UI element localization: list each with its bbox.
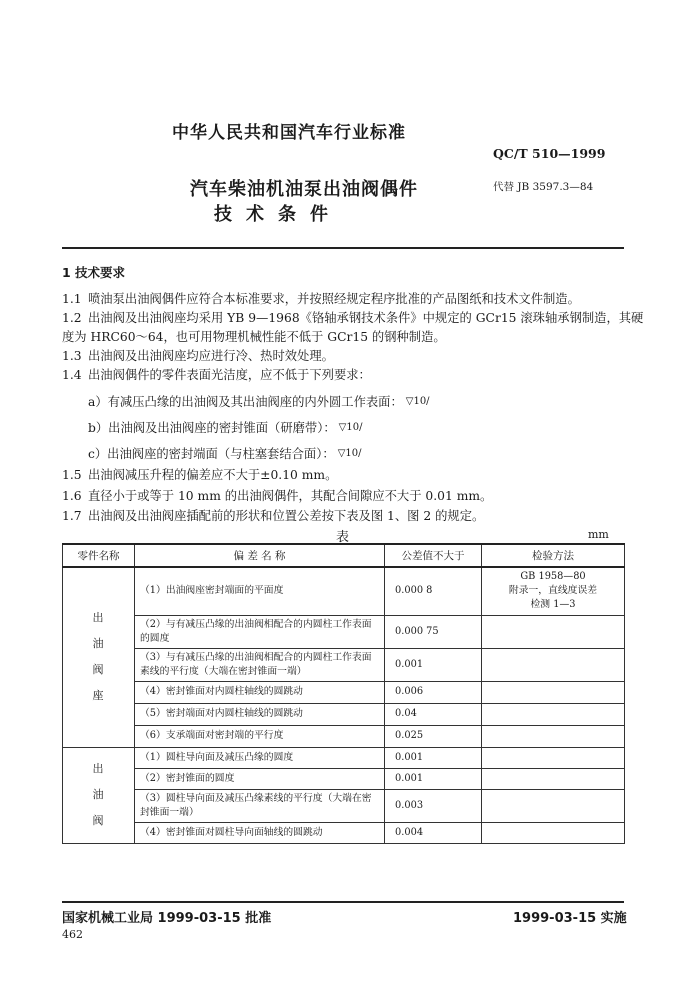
paragraph-text: 出油阀及出油阀座均采用 YB 9—1968《铬轴承钢技术条件》中规定的 GCr15 滚珠轴承钢制造，其硬 [88,311,644,325]
method-cell [482,747,625,768]
paragraph [62,347,334,366]
tolerance-table [62,543,625,844]
table-row [63,789,625,822]
standard-code: QC/T 510—1999 [493,146,606,161]
paragraph-number: 1.3 [62,349,82,363]
deviation-cell: （4）密封锥面对圆柱导向面轴线的圆跳动 [135,822,385,843]
deviation-cell: （5）密封端面对内圆柱轴线的圆跳动 [135,703,385,725]
paragraph-text: 出油阀及出油阀座均应进行冷、热时效处理。 [88,349,334,363]
paragraph [62,366,371,385]
group-label-valve-seat: 出 油 阀 座 [63,567,135,747]
method-cell [482,681,625,703]
tolerance-cell: 0.004 [385,822,482,843]
table-row [63,725,625,747]
table-row [63,648,625,681]
deviation-cell: （6）支承端面对密封端的平行度 [135,725,385,747]
paragraph-text: 直径小于或等于 10 mm 的出油阀偶件，其配合间隙应不大于 0.01 mm。 [88,489,493,503]
paragraph-text: 喷油泵出油阀偶件应符合本标准要求，并按照经规定程序批准的产品图纸和技术文件制造。 [88,292,580,306]
deviation-cell: （1）出油阀座密封端面的平面度 [135,567,385,615]
header-deviation-name: 偏 差 名 称 [135,544,385,567]
header-part-name: 零件名称 [63,544,135,567]
roughness-symbol-icon: ▽10/ [337,448,362,459]
roughness-symbol-icon: ▽10/ [338,422,363,433]
paragraph-number: 1.2 [62,311,82,325]
table-header-row [63,544,625,567]
roughness-symbol-icon: ▽10/ [405,396,430,407]
table-row [63,768,625,789]
deviation-cell: （1）圆柱导向面及减压凸缘的圆度 [135,747,385,768]
table-row [63,703,625,725]
header-inspection-method: 检验方法 [482,544,625,567]
paragraph-number: 1.4 [62,368,82,382]
method-cell [482,648,625,681]
method-cell [482,768,625,789]
table-row [63,567,625,615]
paragraph-text: 出油阀减压升程的偏差应不大于±0.10 mm。 [88,468,338,482]
standard-org-title: 中华人民共和国汽车行业标准 [172,123,406,143]
header-tolerance: 公差值不大于 [385,544,482,567]
replaces-note: 代替 JB 3597.3—84 [493,181,594,193]
tolerance-cell: 0.001 [385,747,482,768]
paragraph [62,466,337,485]
deviation-cell: （2）与有减压凸缘的出油阀相配合的内圆柱工作表面的圆度 [135,615,385,648]
list-item [88,392,430,412]
deviation-cell: （3）圆柱导向面及减压凸缘素线的平行度（大端在密封锥面一端） [135,789,385,822]
paragraph-number: 1.5 [62,468,82,482]
header-rule [62,247,624,249]
paragraph [62,309,643,328]
table-row [63,681,625,703]
paragraph-text: 出油阀及出油阀座插配前的形状和位置公差按下表及图 1、图 2 的规定。 [88,509,485,523]
page-number: 462 [62,928,83,941]
deviation-cell: （3）与有减压凸缘的出油阀相配合的内圆柱工作表面素线的平行度（大端在密封锥面一端） [135,648,385,681]
table-unit: mm [588,528,609,541]
list-item [88,418,362,438]
group-label-valve: 出 油 阀 [63,747,135,843]
footer-rule [62,901,624,903]
method-cell [482,703,625,725]
section-heading: 1 技术要求 [62,265,126,280]
tolerance-cell: 0.001 [385,648,482,681]
method-cell [482,615,625,648]
approval-line: 国家机械工业局 1999-03-15 批准 [62,911,272,926]
paragraph-text: 出油阀偶件的零件表面光洁度，应不低于下列要求： [88,368,371,382]
table-row [63,747,625,768]
tolerance-cell: 0.025 [385,725,482,747]
tolerance-cell: 0.04 [385,703,482,725]
paragraph [62,487,492,506]
tolerance-cell: 0.001 [385,768,482,789]
table-caption: 表 [336,530,350,545]
table-row [63,822,625,843]
list-item-text: a）有减压凸缘的出油阀及其出油阀座的内外圆工作表面： [88,395,403,409]
paragraph-continuation [62,328,446,347]
method-cell [482,822,625,843]
document-title-line1: 汽车柴油机油泵出油阀偶件 [190,179,418,200]
list-item-text: c）出油阀座的密封端面（与柱塞套结合面）： [88,447,335,461]
tolerance-cell: 0.003 [385,789,482,822]
tolerance-cell: 0.006 [385,681,482,703]
method-cell [482,725,625,747]
implementation-date: 1999-03-15 实施 [513,911,627,926]
document-title-line2: 技术条件 [214,204,342,225]
list-item-text: b）出油阀及出油阀座的密封锥面（研磨带）： [88,421,336,435]
tolerance-cell: 0.000 75 [385,615,482,648]
paragraph [62,290,580,309]
paragraph-number: 1.6 [62,489,82,503]
method-cell: GB 1958—80 附录一，直线度误差 检测 1—3 [482,567,625,615]
paragraph-number: 1.7 [62,509,82,523]
method-cell [482,789,625,822]
deviation-cell: （2）密封锥面的圆度 [135,768,385,789]
paragraph-number: 1.1 [62,292,82,306]
paragraph [62,507,484,526]
tolerance-cell: 0.000 8 [385,567,482,615]
deviation-cell: （4）密封锥面对内圆柱轴线的圆跳动 [135,681,385,703]
table-row [63,615,625,648]
paragraph-text: 度为 HRC60～64，也可用物理机械性能不低于 GCr15 的钢种制造。 [62,330,446,344]
list-item [88,444,361,464]
